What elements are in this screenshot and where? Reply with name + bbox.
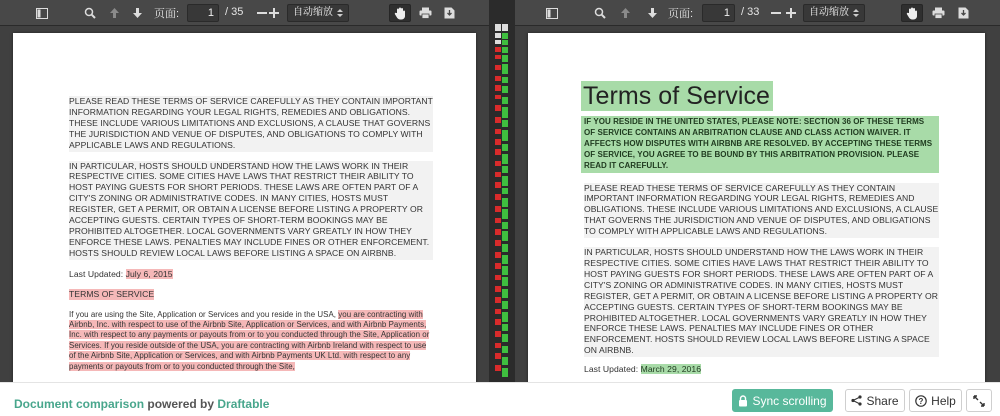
change-marker-left-deleted[interactable] bbox=[495, 353, 501, 359]
left-body-deleted: you are contracting with Airbnb, Inc. with respect to use of the Airbnb Site, Application or Services, and with Airbnb Payments, Inc. with respect to any payments or payouts from or to you conducted through the Site, Application or Services. If you reside outside of the USA, you are contracting with Airbnb Ireland with respect to use of the Airbnb Site, Application or Services, and with Airbnb Payments UK Ltd. with respect to any payments or payouts from or to you conducted through the Site, bbox=[69, 309, 430, 371]
change-marker-right-inserted[interactable] bbox=[502, 231, 508, 241]
left-last-updated-label: Last Updated: bbox=[69, 268, 126, 279]
right-title-inserted: Terms of Service bbox=[581, 81, 773, 111]
plus-icon bbox=[786, 8, 796, 18]
change-marker-right-inserted[interactable] bbox=[502, 144, 508, 151]
right-page-content bbox=[583, 82, 939, 382]
search-icon[interactable] bbox=[80, 4, 100, 22]
change-marker-right-inserted[interactable] bbox=[502, 176, 508, 186]
change-marker-right-inserted[interactable] bbox=[502, 188, 508, 194]
chevron-down-icon bbox=[853, 9, 859, 17]
change-marker-left-deleted[interactable] bbox=[495, 194, 501, 200]
change-marker-right-inserted[interactable] bbox=[502, 64, 508, 74]
change-marker-right-inserted[interactable] bbox=[502, 255, 508, 264]
change-marker-right-inserted[interactable] bbox=[502, 107, 508, 118]
change-marker-right-inserted[interactable] bbox=[502, 222, 508, 229]
brand-powered-by: powered by bbox=[144, 397, 218, 411]
right-viewer-toolbar bbox=[515, 0, 1000, 26]
left-document-page bbox=[13, 33, 476, 382]
change-marker-left-deleted[interactable] bbox=[495, 139, 501, 145]
right-document-page bbox=[528, 33, 985, 382]
change-marker-left-deleted[interactable] bbox=[495, 229, 501, 235]
change-marker-left-neutral[interactable] bbox=[495, 40, 501, 44]
change-marker-right-inserted[interactable] bbox=[502, 33, 508, 39]
right-arbitration-notice-inserted: IF YOU RESIDE IN THE UNITED STATES, PLEASE NOTE: SECTION 36 OF THESE TERMS OF SERVICE CONTAINS AN ARBITRATION CLAUSE AND CLASS ACTION WAIVER. IT AFFECTS HOW DISPUTES WITH AIRBNB ARE RESOLVED. BY ACCEPTING THESE TERMS OF SERVICE, YOU AGREE TO BE BOUND BY THIS ARBITRATION PROVISION. PLEASE READ IT CAREFULLY. bbox=[581, 116, 939, 173]
page-number-input[interactable]: 1 bbox=[187, 4, 219, 22]
zoom-select[interactable] bbox=[287, 4, 349, 22]
change-marker-right-inserted[interactable] bbox=[502, 346, 508, 353]
brand-text bbox=[14, 397, 269, 411]
download-icon[interactable] bbox=[953, 4, 973, 22]
left-viewer-toolbar bbox=[0, 0, 489, 26]
change-marker-left-deleted[interactable] bbox=[495, 85, 501, 91]
change-marker-left-deleted[interactable] bbox=[495, 161, 501, 166]
page-label: 页面: bbox=[668, 8, 694, 20]
brand-product-link[interactable]: Document comparison bbox=[14, 397, 145, 411]
change-marker-left-deleted[interactable] bbox=[495, 275, 501, 280]
change-marker-right-inserted[interactable] bbox=[502, 120, 508, 127]
change-marker-left-deleted[interactable] bbox=[495, 206, 501, 212]
help-label: Help bbox=[931, 393, 956, 408]
help-icon bbox=[915, 395, 927, 407]
change-marker-right-inserted[interactable] bbox=[502, 77, 508, 83]
left-para-1: PLEASE READ THESE TERMS OF SERVICE CAREFULLY AS THEY CONTAIN IMPORTANT INFORMATION REGARDING YOUR LEGAL RIGHTS, REMEDIES AND OBLIGATIONS. THESE INCLUDE VARIOUS LIMITATIONS AND EXCLUSIONS, A CLAUSE THAT GOVERNS THE JURISDICTION AND VENUE OF DISPUTES, AND OBLIGATIONS TO COMPLY WITH APPLICABLE LAWS AND REGULATIONS. bbox=[69, 96, 433, 150]
change-marker-left-deleted[interactable] bbox=[495, 365, 501, 371]
print-icon[interactable] bbox=[415, 4, 435, 22]
change-marker-left-deleted[interactable] bbox=[495, 331, 501, 337]
brand-draftable-link[interactable]: Draftable bbox=[217, 397, 270, 411]
help-button[interactable] bbox=[909, 389, 962, 412]
left-viewport[interactable] bbox=[0, 26, 489, 382]
change-marker-right-inserted[interactable] bbox=[502, 368, 508, 377]
search-icon[interactable] bbox=[590, 4, 610, 22]
change-marker-left-deleted[interactable] bbox=[495, 172, 501, 177]
change-marker-right-inserted[interactable] bbox=[502, 244, 508, 252]
change-marker-right-inserted[interactable] bbox=[502, 312, 508, 322]
change-marker-left-deleted[interactable] bbox=[495, 319, 501, 325]
share-icon bbox=[851, 395, 862, 406]
download-icon[interactable] bbox=[439, 4, 459, 22]
chevron-down-icon bbox=[337, 9, 343, 17]
change-marker-left-deleted[interactable] bbox=[495, 218, 501, 223]
change-marker-right-inserted[interactable] bbox=[502, 154, 508, 164]
change-marker-right-inserted[interactable] bbox=[502, 55, 508, 62]
right-para-1: PLEASE READ THESE TERMS OF SERVICE CAREFULLY AS THEY CONTAIN IMPORTANT INFORMATION REGARDING YOUR LEGAL RIGHTS, REMEDIES AND OBLIGATIONS. THESE INCLUDE VARIOUS LIMITATIONS AND EXCLUSIONS, A CLAUSE THAT GOVERNS THE JURISDICTION AND VENUE OF DISPUTES, AND OBLIGATIONS TO COMPLY WITH APPLICABLE LAWS AND REGULATIONS. bbox=[584, 182, 939, 237]
change-marker-right-inserted[interactable] bbox=[502, 357, 508, 365]
print-icon[interactable] bbox=[928, 4, 948, 22]
change-marker-left-deleted[interactable] bbox=[495, 76, 501, 81]
left-para-2: IN PARTICULAR, HOSTS SHOULD UNDERSTAND HOW THE LAWS WORK IN THEIR RESPECTIVE CITIES. SOME CITIES HAVE LAWS THAT RESTRICT THEIR ABILITY TO HOST PAYING GUESTS FOR SHORT PERIODS. THESE LAWS ARE OFTEN PART OF A CITY'S ZONING OR ADMINISTRATIVE CODES. IN MANY CITIES, HOSTS MUST REGISTER, GET A PERMIT, OR OBTAIN A LICENSE BEFORE LISTING A PROPERTY OR ACCEPTING GUESTS. CERTAIN TYPES OF SHORT-TERM BOOKINGS MAY BE PROHIBITED ALTOGETHER. LOCAL GOVERNMENTS VARY GREATLY IN HOW THEY ENFORCE THESE LAWS. PENALTIES MAY INCLUDE FINES OR OTHER ENFORCEMENT. HOSTS SHOULD REVIEW LOCAL LAWS BEFORE LISTING A SPACE ON AIRBNB. bbox=[69, 161, 433, 260]
zoom-select-value: 自动缩放 bbox=[293, 7, 333, 18]
change-marker-right-inserted[interactable] bbox=[502, 324, 508, 331]
minus-icon bbox=[771, 8, 781, 18]
zoom-select[interactable] bbox=[803, 4, 865, 22]
change-marker-right-inserted[interactable] bbox=[502, 47, 508, 53]
fullscreen-icon bbox=[973, 395, 985, 407]
arrow-down-icon[interactable] bbox=[642, 4, 662, 22]
change-marker-left-deleted[interactable] bbox=[495, 55, 501, 59]
left-last-updated-date-deleted: July 6, 2015 bbox=[125, 268, 173, 279]
change-marker-left-neutral[interactable] bbox=[495, 33, 501, 38]
arrow-down-icon[interactable] bbox=[127, 4, 147, 22]
change-marker-left-neutral[interactable] bbox=[495, 24, 501, 31]
change-marker-left-deleted[interactable] bbox=[495, 149, 501, 155]
change-marker-left-deleted[interactable] bbox=[495, 240, 501, 246]
sync-scrolling-button[interactable] bbox=[732, 389, 833, 412]
change-marker-right-inserted[interactable] bbox=[502, 277, 508, 286]
lock-icon bbox=[738, 395, 748, 407]
left-tos-heading-deleted: TERMS OF SERVICE bbox=[69, 288, 155, 299]
right-viewport[interactable] bbox=[515, 26, 1000, 382]
change-marker-left-deleted[interactable] bbox=[495, 117, 501, 123]
change-marker-right-inserted[interactable] bbox=[502, 86, 508, 93]
right-last-updated bbox=[584, 364, 939, 375]
change-marker-right-inserted[interactable] bbox=[502, 266, 508, 275]
page-label: 页面: bbox=[154, 8, 180, 20]
change-marker-left-deleted[interactable] bbox=[495, 343, 501, 348]
right-para-2: IN PARTICULAR, HOSTS SHOULD UNDERSTAND HOW THE LAWS WORK IN THEIR RESPECTIVE CITIES. SOME CITIES HAVE LAWS THAT RESTRICT THEIR ABILITY TO HOST PAYING GUESTS FOR SHORT PERIODS. THESE LAWS ARE OFTEN PART OF A CITY'S ZONING OR ADMINISTRATIVE CODES. IN MANY CITIES, HOSTS MUST REGISTER, GET A PERMIT, OR OBTAIN A LICENSE BEFORE LISTING A PROPERTY OR ACCEPTING GUESTS. CERTAIN TYPES OF SHORT-TERM BOOKINGS MAY BE PROHIBITED ALTOGETHER. LOCAL GOVERNMENTS VARY GREATLY IN HOW THEY ENFORCE THESE LAWS. PENALTIES MAY INCLUDE FINES OR OTHER ENFORCEMENT. HOSTS SHOULD REVIEW LOCAL LAWS BEFORE LISTING A SPACE ON AIRBNB. bbox=[584, 247, 938, 356]
left-page-content bbox=[69, 96, 433, 372]
change-marker-left-deleted[interactable] bbox=[495, 95, 501, 99]
change-marker-right-inserted[interactable] bbox=[502, 166, 508, 173]
arrow-up-icon[interactable] bbox=[104, 4, 124, 22]
page-total: / 35 bbox=[225, 6, 244, 18]
hand-tool-icon[interactable] bbox=[901, 4, 923, 22]
change-marker-left-deleted[interactable] bbox=[495, 129, 501, 134]
left-body-text bbox=[69, 310, 433, 372]
change-marker-right-inserted[interactable] bbox=[502, 97, 508, 104]
plus-icon bbox=[269, 8, 279, 18]
change-marker-left-deleted[interactable] bbox=[495, 297, 501, 303]
right-last-updated-label: Last Updated: bbox=[584, 364, 641, 375]
sync-scrolling-label: Sync scrolling bbox=[752, 393, 827, 408]
zoom-in-button[interactable] bbox=[781, 4, 801, 22]
hand-tool-icon[interactable] bbox=[389, 4, 411, 22]
change-marker-left-deleted[interactable] bbox=[495, 286, 501, 292]
zoom-in-button[interactable] bbox=[264, 4, 284, 22]
change-marker-right-neutral[interactable] bbox=[502, 24, 508, 31]
change-marker-left-deleted[interactable] bbox=[495, 182, 501, 188]
change-marker-right-inserted[interactable] bbox=[502, 198, 508, 207]
fullscreen-button[interactable] bbox=[966, 389, 992, 412]
change-map-strip[interactable] bbox=[489, 0, 515, 382]
right-last-updated-date-inserted: March 29, 2016 bbox=[640, 364, 702, 375]
footer-bar bbox=[0, 382, 1000, 416]
sidebar-toggle-icon[interactable] bbox=[32, 4, 52, 22]
change-marker-right-inserted[interactable] bbox=[502, 209, 508, 219]
right-document-viewer bbox=[515, 0, 1000, 382]
change-marker-left-deleted[interactable] bbox=[495, 105, 501, 111]
change-marker-right-inserted[interactable] bbox=[502, 334, 508, 342]
change-map-bars[interactable] bbox=[495, 24, 509, 380]
arrow-up-icon[interactable] bbox=[615, 4, 635, 22]
change-marker-right-inserted[interactable] bbox=[502, 130, 508, 141]
change-marker-left-deleted[interactable] bbox=[495, 309, 501, 314]
change-marker-right-inserted[interactable] bbox=[502, 289, 508, 298]
page-number-input[interactable]: 1 bbox=[702, 4, 735, 22]
sidebar-toggle-icon[interactable] bbox=[542, 4, 562, 22]
page-total: / 33 bbox=[741, 6, 760, 18]
change-marker-left-deleted[interactable] bbox=[495, 252, 501, 258]
share-button[interactable] bbox=[845, 389, 905, 412]
change-marker-left-deleted[interactable] bbox=[495, 65, 501, 70]
change-marker-left-deleted[interactable] bbox=[495, 263, 501, 269]
left-body-plain: If you are using the Site, Application or Services and you reside in the USA, bbox=[69, 309, 339, 319]
left-document-viewer bbox=[0, 0, 489, 382]
left-last-updated bbox=[69, 269, 433, 280]
zoom-select-value: 自动缩放 bbox=[809, 7, 849, 18]
share-label: Share bbox=[866, 393, 899, 408]
change-marker-right-inserted[interactable] bbox=[502, 301, 508, 309]
svg-text:?: ? bbox=[918, 396, 924, 406]
change-marker-left-deleted[interactable] bbox=[495, 47, 501, 52]
change-marker-right-inserted[interactable] bbox=[502, 40, 508, 45]
